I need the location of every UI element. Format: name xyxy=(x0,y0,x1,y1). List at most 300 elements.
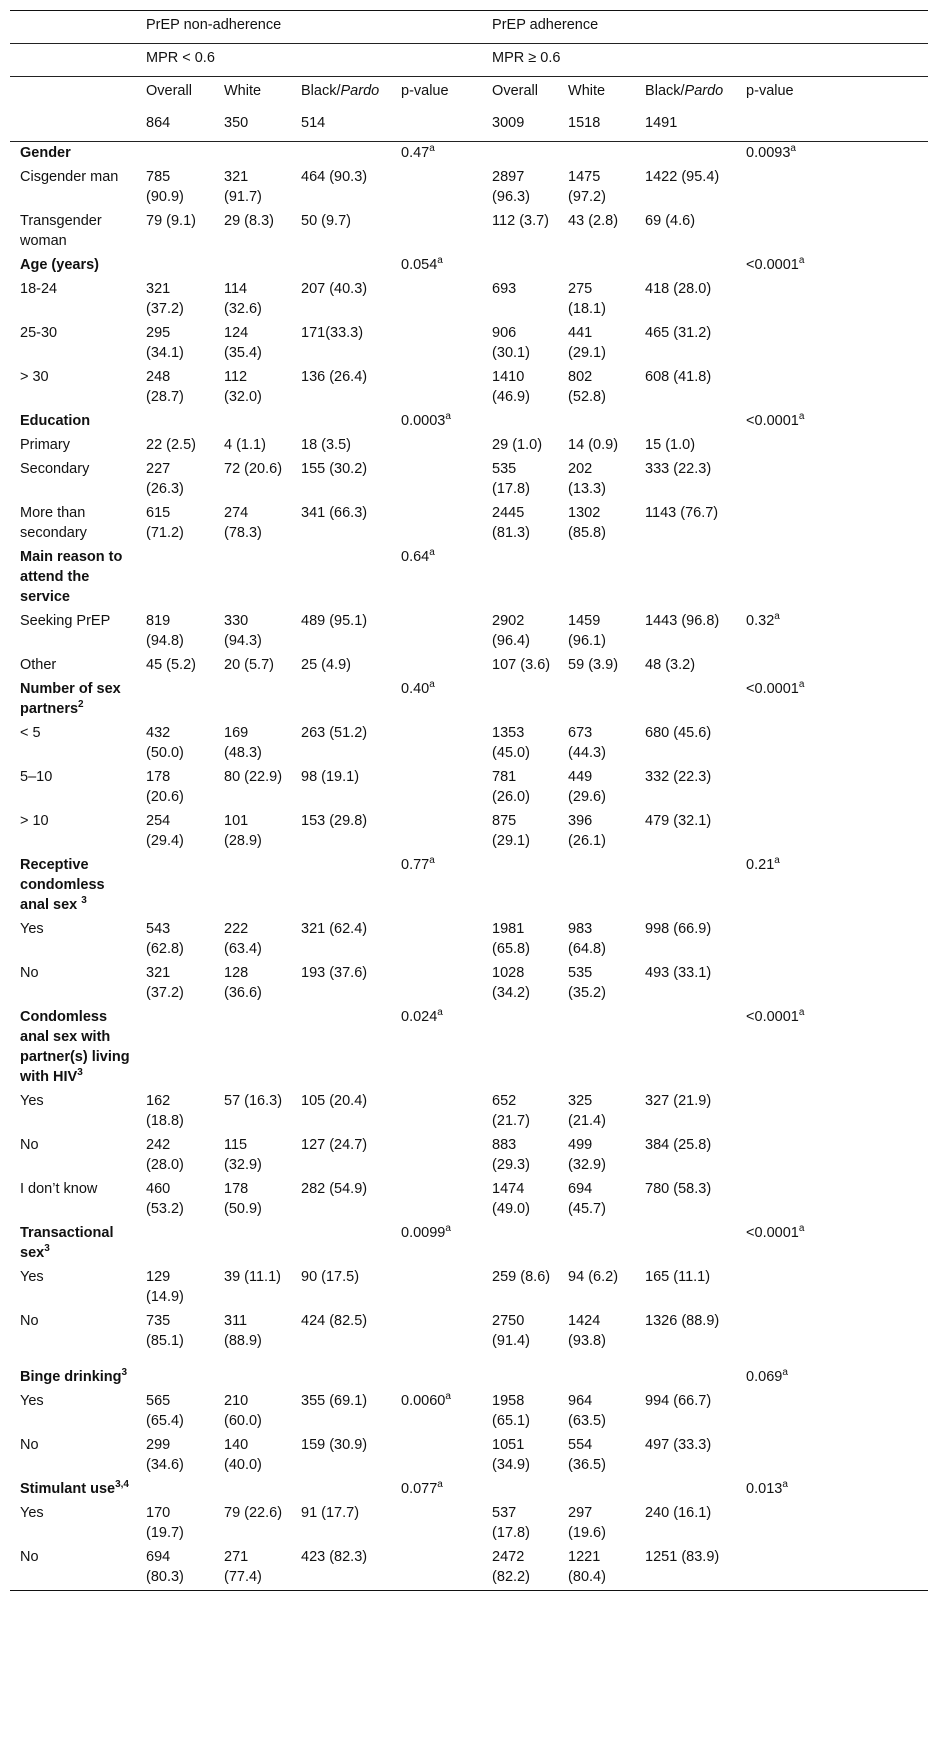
table-cell: 299 (34.6) xyxy=(146,1437,184,1473)
table-cell xyxy=(738,722,928,766)
empty-cell xyxy=(484,254,560,278)
table-cell: 140 (40.0) xyxy=(224,1437,262,1473)
table-row xyxy=(10,810,928,854)
table-row xyxy=(10,278,928,322)
table-cell xyxy=(738,810,928,854)
table-row xyxy=(10,766,928,810)
table-cell xyxy=(393,1310,484,1354)
group-nonadherence: PrEP non-adherence xyxy=(138,11,484,44)
table-cell xyxy=(393,722,484,766)
section-label: Education xyxy=(20,413,91,429)
table-row xyxy=(10,166,928,210)
table-row xyxy=(10,610,928,654)
section-label: Age (years) xyxy=(20,257,99,273)
table-cell: 2472 (82.2) xyxy=(484,1546,560,1591)
table-cell: 802 (52.8) xyxy=(568,369,606,405)
table-cell: 227 (26.3) xyxy=(146,461,184,497)
p-value-nonadherence: 0.47$^a$ xyxy=(393,142,484,167)
table-row xyxy=(10,1390,928,1434)
table-cell: 543 (62.8) xyxy=(146,921,184,957)
empty-cell xyxy=(637,546,738,610)
table-cell: 240 (16.1) xyxy=(645,1505,712,1521)
table-cell: 162 (18.8) xyxy=(146,1093,184,1129)
table-cell: 1475 (97.2) xyxy=(568,169,606,205)
empty-cell xyxy=(484,854,560,918)
table-cell xyxy=(738,1090,928,1134)
row-label: 25-30 xyxy=(20,325,58,341)
table-cell: 537 (17.8) xyxy=(492,1505,530,1541)
table-cell xyxy=(393,1434,484,1478)
empty-cell xyxy=(637,254,738,278)
table-cell: 80 (22.9) xyxy=(224,769,283,785)
table-cell: 127 (24.7) xyxy=(301,1137,368,1153)
table-cell: 124 (35.4) xyxy=(224,325,262,361)
row-label: Secondary xyxy=(20,461,90,477)
table-cell: 72 (20.6) xyxy=(224,461,283,477)
row-label: > 30 xyxy=(20,369,49,385)
section-row xyxy=(10,1478,928,1502)
table-cell xyxy=(738,278,928,322)
table-cell: 998 (66.9) xyxy=(645,921,712,937)
p-value-adherence: 0.069$^a$ xyxy=(746,1367,788,1385)
mpr-nonadherence: MPR < 0.6 xyxy=(138,44,484,77)
empty-cell xyxy=(293,854,393,918)
table-row xyxy=(10,962,928,1006)
col-black-pardo: Black/Pardo xyxy=(637,77,738,110)
table-cell: 90 (17.5) xyxy=(301,1269,360,1285)
p-value-adherence: 0.013$^a$ xyxy=(746,1479,788,1497)
table-cell: 15 (1.0) xyxy=(645,437,696,453)
empty-cell xyxy=(216,1478,293,1502)
table-cell xyxy=(738,918,928,962)
empty-cell xyxy=(560,854,637,918)
table-cell: 39 (11.1) xyxy=(224,1269,281,1285)
table-cell xyxy=(738,1266,928,1310)
header-row-n xyxy=(10,109,928,142)
section-row xyxy=(10,410,928,434)
table-cell xyxy=(393,166,484,210)
table-cell: 153 (29.8) xyxy=(301,813,368,829)
row-label: No xyxy=(20,1313,39,1329)
section-label: Main reason to attend the service xyxy=(20,549,123,605)
table-cell xyxy=(738,322,928,366)
empty-cell xyxy=(637,142,738,167)
row-label: < 5 xyxy=(20,725,41,741)
table-cell: 423 (82.3) xyxy=(293,1546,393,1591)
table-cell: 432 (50.0) xyxy=(146,725,184,761)
table-cell: 210 (60.0) xyxy=(224,1393,262,1429)
table-cell: 57 (16.3) xyxy=(224,1093,283,1109)
table-cell: 101 (28.9) xyxy=(224,813,262,849)
table-row xyxy=(10,458,928,502)
p-value-nonadherence: 0.0099$^a$ xyxy=(401,1223,451,1241)
table-cell: 254 (29.4) xyxy=(146,813,184,849)
table-cell xyxy=(738,458,928,502)
table-cell xyxy=(738,654,928,678)
table-cell: 608 (41.8) xyxy=(645,369,712,385)
table-cell: 112 (32.0) xyxy=(224,369,262,405)
table-cell xyxy=(393,962,484,1006)
table-cell: 1251 (83.9) xyxy=(637,1546,738,1591)
empty-cell xyxy=(560,546,637,610)
empty-cell xyxy=(484,1222,560,1266)
table-cell: 4 (1.1) xyxy=(224,437,266,453)
section-row xyxy=(10,678,928,722)
n-value: 864 xyxy=(146,115,171,131)
col-pvalue: p-value xyxy=(738,77,928,110)
table-cell: 341 (66.3) xyxy=(301,505,368,521)
table-row xyxy=(10,434,928,458)
table-cell: 259 (8.6) xyxy=(492,1269,551,1285)
table-cell: 673 (44.3) xyxy=(568,725,606,761)
table-cell: 69 (4.6) xyxy=(645,213,696,229)
section-label: Number of sex partners$^2$ xyxy=(20,681,121,717)
p-value-adherence: 0.21$^a$ xyxy=(746,855,780,873)
n-value: 1491 xyxy=(645,115,678,131)
p-value-adherence: <0.0001$^a$ xyxy=(746,679,805,697)
table-cell: 25 (4.9) xyxy=(301,657,351,673)
table-cell: 396 (26.1) xyxy=(568,813,606,849)
row-label: Yes xyxy=(20,1093,44,1109)
p-value-adherence: <0.0001$^a$ xyxy=(746,411,805,429)
table-row xyxy=(10,1434,928,1478)
spacer-row xyxy=(10,1354,928,1366)
table-cell xyxy=(393,210,484,254)
empty-cell xyxy=(484,678,560,722)
p-value-nonadherence: 0.054$^a$ xyxy=(401,255,443,273)
row-label: More than secondary xyxy=(20,505,87,541)
section-label: Gender xyxy=(10,142,138,167)
table-cell: 43 (2.8) xyxy=(568,213,619,229)
row-label: 5–10 xyxy=(20,769,53,785)
table-cell: 282 (54.9) xyxy=(301,1181,368,1197)
table-cell: 159 (30.9) xyxy=(301,1437,368,1453)
results-table xyxy=(10,10,928,1591)
table-cell: 384 (25.8) xyxy=(645,1137,712,1153)
table-cell: 1051 (34.9) xyxy=(492,1437,530,1473)
table-cell xyxy=(393,458,484,502)
table-cell: 79 (22.6) xyxy=(224,1505,283,1521)
table-cell: 1410 (46.9) xyxy=(492,369,530,405)
row-label: Yes xyxy=(20,1269,44,1285)
table-cell: 535 (35.2) xyxy=(568,965,606,1001)
empty-cell xyxy=(216,854,293,918)
table-cell: 785 (90.9) xyxy=(146,169,184,205)
p-value-adherence: 0.0093$^a$ xyxy=(738,142,928,167)
empty-cell xyxy=(637,1222,738,1266)
table-cell: 2750 (91.4) xyxy=(492,1313,530,1349)
table-cell: 1302 (85.8) xyxy=(568,505,606,541)
table-cell xyxy=(393,502,484,546)
table-cell xyxy=(393,434,484,458)
table-row xyxy=(10,366,928,410)
table-cell xyxy=(738,766,928,810)
empty-cell xyxy=(484,1478,560,1502)
table-row xyxy=(10,654,928,678)
table-cell: 1474 (49.0) xyxy=(492,1181,530,1217)
table-cell: 170 (19.7) xyxy=(146,1505,184,1541)
table-cell: 169 (48.3) xyxy=(224,725,262,761)
section-label: Receptive condomless anal sex $^3$ xyxy=(20,857,105,913)
table-cell: 59 (3.9) xyxy=(568,657,619,673)
table-cell: 883 (29.3) xyxy=(492,1137,530,1173)
n-value: 1518 xyxy=(568,115,601,131)
empty-cell xyxy=(293,254,393,278)
table-cell: 780 (58.3) xyxy=(645,1181,712,1197)
table-cell: 128 (36.6) xyxy=(224,965,262,1001)
table-cell: 0.0060$^a$ xyxy=(401,1391,451,1409)
empty-cell xyxy=(138,1006,216,1090)
table-cell xyxy=(393,766,484,810)
table-cell xyxy=(393,1502,484,1546)
table-cell: 20 (5.7) xyxy=(224,657,274,673)
table-cell xyxy=(393,654,484,678)
table-cell: 271 (77.4) xyxy=(216,1546,293,1591)
p-value-adherence: <0.0001$^a$ xyxy=(746,1223,805,1241)
empty-cell xyxy=(293,410,393,434)
p-value-adherence: <0.0001$^a$ xyxy=(746,255,805,273)
mpr-adherence: MPR ≥ 0.6 xyxy=(484,44,928,77)
section-label: Transactional sex$^3$ xyxy=(20,1225,114,1261)
empty-cell xyxy=(138,254,216,278)
table-cell: 1143 (76.7) xyxy=(645,505,719,521)
n-value: 514 xyxy=(301,115,326,131)
table-cell: 565 (65.4) xyxy=(146,1393,184,1429)
table-cell: 297 (19.6) xyxy=(568,1505,606,1541)
table-cell: 615 (71.2) xyxy=(146,505,184,541)
table-row xyxy=(10,1134,928,1178)
table-cell: 295 (34.1) xyxy=(146,325,184,361)
table-cell: 0.32$^a$ xyxy=(746,611,780,629)
table-cell: 165 (11.1) xyxy=(645,1269,711,1285)
table-cell: 14 (0.9) xyxy=(568,437,619,453)
empty-cell xyxy=(216,1366,293,1390)
table-cell: 554 (36.5) xyxy=(568,1437,606,1473)
empty-cell xyxy=(216,678,293,722)
empty-cell xyxy=(637,854,738,918)
table-cell: 171(33.3) xyxy=(301,325,364,341)
table-cell: 105 (20.4) xyxy=(301,1093,368,1109)
table-cell: 355 (69.1) xyxy=(301,1393,368,1409)
table-cell xyxy=(738,1310,928,1354)
table-row xyxy=(10,322,928,366)
section-row xyxy=(10,1006,928,1090)
table-cell: 98 (19.1) xyxy=(301,769,360,785)
table-cell: 2897 (96.3) xyxy=(492,169,530,205)
table-cell xyxy=(393,610,484,654)
table-cell: 906 (30.1) xyxy=(492,325,530,361)
table-cell: 781 (26.0) xyxy=(492,769,530,805)
table-cell: 330 (94.3) xyxy=(224,613,262,649)
table-cell: 464 (90.3) xyxy=(301,169,368,185)
table-cell: 680 (45.6) xyxy=(645,725,712,741)
table-cell: 449 (29.6) xyxy=(568,769,606,805)
row-label: Yes xyxy=(20,1393,44,1409)
section-label: Condomless anal sex with partner(s) living with HIV$^3$ xyxy=(20,1009,130,1085)
table-row xyxy=(10,1310,928,1354)
table-cell: 155 (30.2) xyxy=(301,461,368,477)
table-row xyxy=(10,722,928,766)
table-cell: 178 (50.9) xyxy=(224,1181,262,1217)
table-cell: 22 (2.5) xyxy=(146,437,196,453)
table-cell xyxy=(393,1134,484,1178)
table-cell xyxy=(393,1546,484,1591)
table-cell: 994 (66.7) xyxy=(645,1393,712,1409)
table-cell: 693 xyxy=(492,281,517,297)
row-label: Yes xyxy=(20,921,44,937)
table-cell: 983 (64.8) xyxy=(568,921,606,957)
empty-cell xyxy=(293,678,393,722)
table-cell: 107 (3.6) xyxy=(492,657,551,673)
table-cell: 112 (3.7) xyxy=(492,213,550,229)
table-cell xyxy=(393,810,484,854)
table-cell: 321 (37.2) xyxy=(146,281,184,317)
empty-cell xyxy=(138,142,216,167)
table-cell: 321 (37.2) xyxy=(146,965,184,1001)
row-label: No xyxy=(20,1137,39,1153)
empty-cell xyxy=(560,410,637,434)
table-cell: 48 (3.2) xyxy=(645,657,696,673)
empty-cell xyxy=(216,1222,293,1266)
col-overall: Overall xyxy=(138,77,216,110)
empty-cell xyxy=(138,1222,216,1266)
empty-cell xyxy=(138,546,216,610)
table-cell: 193 (37.6) xyxy=(301,965,368,981)
empty-cell xyxy=(138,678,216,722)
p-value-nonadherence: 0.0003$^a$ xyxy=(401,411,451,429)
table-cell: 248 (28.7) xyxy=(146,369,184,405)
table-cell xyxy=(738,1546,928,1591)
col-white: White xyxy=(216,77,293,110)
table-cell: 207 (40.3) xyxy=(301,281,368,297)
section-row xyxy=(10,1222,928,1266)
empty-cell xyxy=(138,1366,216,1390)
table-cell: 79 (9.1) xyxy=(146,213,196,229)
header-row-mpr xyxy=(10,44,928,77)
table-cell: 1353 (45.0) xyxy=(492,725,530,761)
table-cell: 652 (21.7) xyxy=(492,1093,530,1129)
table-cell: 499 (32.9) xyxy=(568,1137,606,1173)
table-cell: 735 (85.1) xyxy=(146,1313,184,1349)
empty-cell xyxy=(216,546,293,610)
table-row xyxy=(10,1178,928,1222)
table-row xyxy=(10,918,928,962)
table-cell xyxy=(738,962,928,1006)
table-row xyxy=(10,502,928,546)
table-cell: 1221 (80.4) xyxy=(560,1546,637,1591)
empty-cell xyxy=(138,854,216,918)
table-cell: 694 (80.3) xyxy=(138,1546,216,1591)
empty-cell xyxy=(560,678,637,722)
empty-cell xyxy=(293,1478,393,1502)
table-cell xyxy=(393,278,484,322)
table-cell xyxy=(393,1266,484,1310)
table-cell: 489 (95.1) xyxy=(301,613,368,629)
table-cell: 418 (28.0) xyxy=(645,281,712,297)
header-row-groups xyxy=(10,11,928,44)
empty-cell xyxy=(484,1006,560,1090)
table-cell: 1424 (93.8) xyxy=(568,1313,606,1349)
p-value-nonadherence: 0.077$^a$ xyxy=(401,1479,443,1497)
row-label: > 10 xyxy=(20,813,49,829)
table-cell: 465 (31.2) xyxy=(645,325,712,341)
row-label: Cisgender man xyxy=(20,169,119,185)
empty-cell xyxy=(293,142,393,167)
empty-cell xyxy=(560,1222,637,1266)
empty-cell xyxy=(637,1478,738,1502)
n-value: 3009 xyxy=(492,115,525,131)
table-cell xyxy=(738,1434,928,1478)
table-cell: 91 (17.7) xyxy=(301,1505,360,1521)
col-overall: Overall xyxy=(484,77,560,110)
table-cell: 136 (26.4) xyxy=(301,369,368,385)
row-label: Seeking PrEP xyxy=(20,613,111,629)
table-row xyxy=(10,1266,928,1310)
empty-cell xyxy=(484,546,560,610)
table-cell: 18 (3.5) xyxy=(301,437,351,453)
row-label: Other xyxy=(20,657,57,673)
table-cell xyxy=(393,1178,484,1222)
empty-cell xyxy=(293,1222,393,1266)
empty-cell xyxy=(560,1366,637,1390)
table-cell: 327 (21.9) xyxy=(645,1093,712,1109)
empty-cell xyxy=(637,678,738,722)
table-cell: 50 (9.7) xyxy=(301,213,351,229)
table-cell: 497 (33.3) xyxy=(645,1437,712,1453)
section-row xyxy=(10,854,928,918)
table-cell: 1443 (96.8) xyxy=(645,613,720,629)
table-cell xyxy=(738,502,928,546)
col-white: White xyxy=(560,77,637,110)
table-cell xyxy=(738,366,928,410)
p-value-nonadherence: 0.64$^a$ xyxy=(401,547,435,565)
empty-cell xyxy=(637,410,738,434)
empty-cell xyxy=(138,410,216,434)
row-label: Yes xyxy=(20,1505,44,1521)
table-cell: 114 (32.6) xyxy=(224,281,262,317)
group-adherence: PrEP adherence xyxy=(484,11,928,44)
table-cell: 1028 (34.2) xyxy=(492,965,530,1001)
empty-cell xyxy=(560,142,637,167)
table-cell: 493 (33.1) xyxy=(645,965,712,981)
section-row xyxy=(10,1366,928,1390)
table-cell: 1981 (65.8) xyxy=(492,921,530,957)
row-label: Transgender woman xyxy=(20,213,102,249)
table-cell: 263 (51.2) xyxy=(301,725,368,741)
empty-cell xyxy=(216,1006,293,1090)
table-cell: 1958 (65.1) xyxy=(492,1393,530,1429)
table-cell: 202 (13.3) xyxy=(568,461,606,497)
empty-cell xyxy=(293,546,393,610)
section-row xyxy=(10,546,928,610)
row-label: No xyxy=(20,965,39,981)
table-cell xyxy=(738,1178,928,1222)
empty-cell xyxy=(293,1366,393,1390)
empty-cell xyxy=(560,1006,637,1090)
table-cell: 694 (45.7) xyxy=(568,1181,606,1217)
n-value: 350 xyxy=(224,115,249,131)
table-cell xyxy=(738,434,928,458)
table-cell: 178 (20.6) xyxy=(146,769,184,805)
table-cell: 29 (1.0) xyxy=(492,437,543,453)
row-label: I don’t know xyxy=(20,1181,98,1197)
p-value-adherence xyxy=(738,546,928,610)
empty-cell xyxy=(216,254,293,278)
empty-cell xyxy=(560,1478,637,1502)
table-cell: 875 (29.1) xyxy=(492,813,530,849)
row-label: 18-24 xyxy=(20,281,58,297)
header-row-columns xyxy=(10,77,928,110)
